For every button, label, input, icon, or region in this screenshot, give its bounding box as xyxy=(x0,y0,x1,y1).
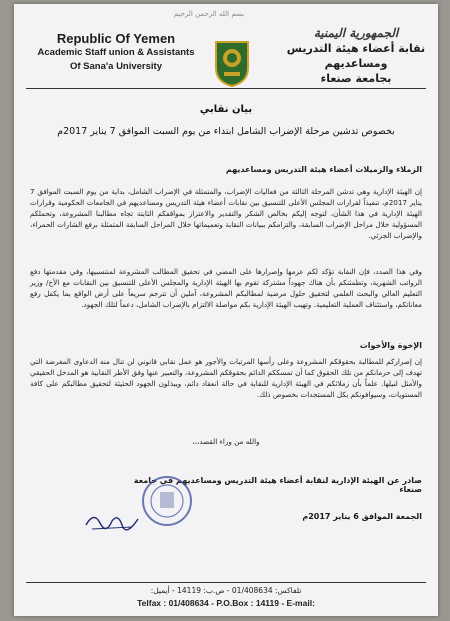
document-title: بيان نقابي xyxy=(199,104,253,115)
union-logo-icon xyxy=(212,38,252,88)
paragraph-2: وفي هذا الصدد، فإن النقابة تؤكد لكم عزمها وإصرارها على المضي في تحقيق المطالب المشروعة لمنتسبيها، وفي مقدمتها دفع الرواتب الشهرية، وتطمئنكم بأن هناك جهوداً مشتركة تقوم بها الهيئة الإدارية والمجلس الأعلى للتنسيق بين النقابات مع الأخ/ وزير التعليم العالي والبحث العلمي لتحقيق حلول مرضية لمطالبكم المشروعة، آملين أن تترجم سريعاً على أرض الواقع بما يكفل رفع معاناتكم، واستئناف العملية التعليمية. وتهيب الهيئة الإدارية بكم مواصلة الالتزام بالإضراب الشامل، دعماً لتلك الجهود. xyxy=(30,267,422,310)
basmala-line: بسم الله الرحمن الرحيم xyxy=(173,10,245,18)
header-en-country: Republic Of Yemen xyxy=(56,31,176,46)
header-en-union: Academic Staff union & Assistants xyxy=(37,47,195,58)
header-divider xyxy=(26,88,426,89)
header-ar-university: بجامعة صنعاء xyxy=(320,72,392,85)
section-heading: الإخوة والأخوات xyxy=(359,341,422,350)
issuer-line: صادر عن الهيئة الإدارية لنقابة أعضاء هيئة التدريس ومساعديهم في جامعة صنعاء xyxy=(133,476,422,494)
header-ar-union: نقابة أعضاء هيئة التدريس ومساعديهم xyxy=(286,42,426,70)
paragraph-3: إن إصراركم للمطالبة بحقوقكم المشروعة وعلى رأسها المرتبات والأجور هو عمل نقابي قانوني لن تنال منه الدعاوى المغرضة التي تهدف إلى حرمانكم من تلك الحقوق كما أن تمسككم الدائم بحقوقكم المشروعة، والتعبير عنها وفق الأطر النقابية هو المدخل الحقيقي والأمثل لنيلها. علماً بأن زملائكم في الهيئة الإدارية للنقابة في حالة انعقاد دائم، ويبذلون الجهود الحثيثة لتحقيق مطالبكم على كافة المستويات، وسيوافونكم بكل المستجدات بخصوص ذلك. xyxy=(30,357,422,400)
footer-english: Telfax : 01/408634 - P.O.Box : 14119 - E-mail: xyxy=(137,598,315,608)
footer-arabic: تلفاكس: 01/408634 - ص.ب: 14119 - أيميل: xyxy=(150,586,302,595)
issue-date: الجمعة الموافق 6 يناير 2017م xyxy=(302,512,422,521)
footer-divider xyxy=(26,582,426,583)
header-arabic xyxy=(286,26,426,86)
header-english xyxy=(36,32,196,74)
union-stamp-icon xyxy=(140,474,194,528)
salutation: الزملاء والزميلات أعضاء هيئة التدريس ومساعديهم xyxy=(225,165,422,174)
header-ar-country: الجمهورية اليمنية xyxy=(313,26,399,40)
paragraph-1: إن الهيئة الإدارية وهي تدشن المرحلة الثالثة من فعاليات الإضراب، والمتمثلة في الإضراب الشامل، بداية من يوم السبت الموافق 7 يناير 2017م، تنفيذاً لقرارات المجلس الأعلى للتنسيق بين نقابات أعضاء هيئة التدريس ومساعديهم في الجامعات الحكومية وقرارات الهيئة الإدارية في هذا الشأن، لتوجه إليكم بخالص الشكر والتقدير والاعتزاز بمواقفكم الثابتة تجاه مطالبنا المشروعة، وتحملكم المسؤولية خلال مراحل الإضراب السابقة، والتزامكم ببيانات النقابة وتعميماتها خلال المراحل السابقة المتمثلة برفع الشارات الحمراء، والإضراب الجزئي. xyxy=(30,187,422,241)
header-en-university: Of Sana'a University xyxy=(69,61,163,72)
letter-sheet xyxy=(14,4,438,616)
signature-icon xyxy=(82,509,142,533)
closing-line: والله من وراء القصد،،، xyxy=(192,437,260,446)
document-subtitle: بخصوص تدشين مرحلة الإضراب الشامل ابتداء من يوم السبت الموافق 7 يناير 2017م xyxy=(57,126,395,137)
